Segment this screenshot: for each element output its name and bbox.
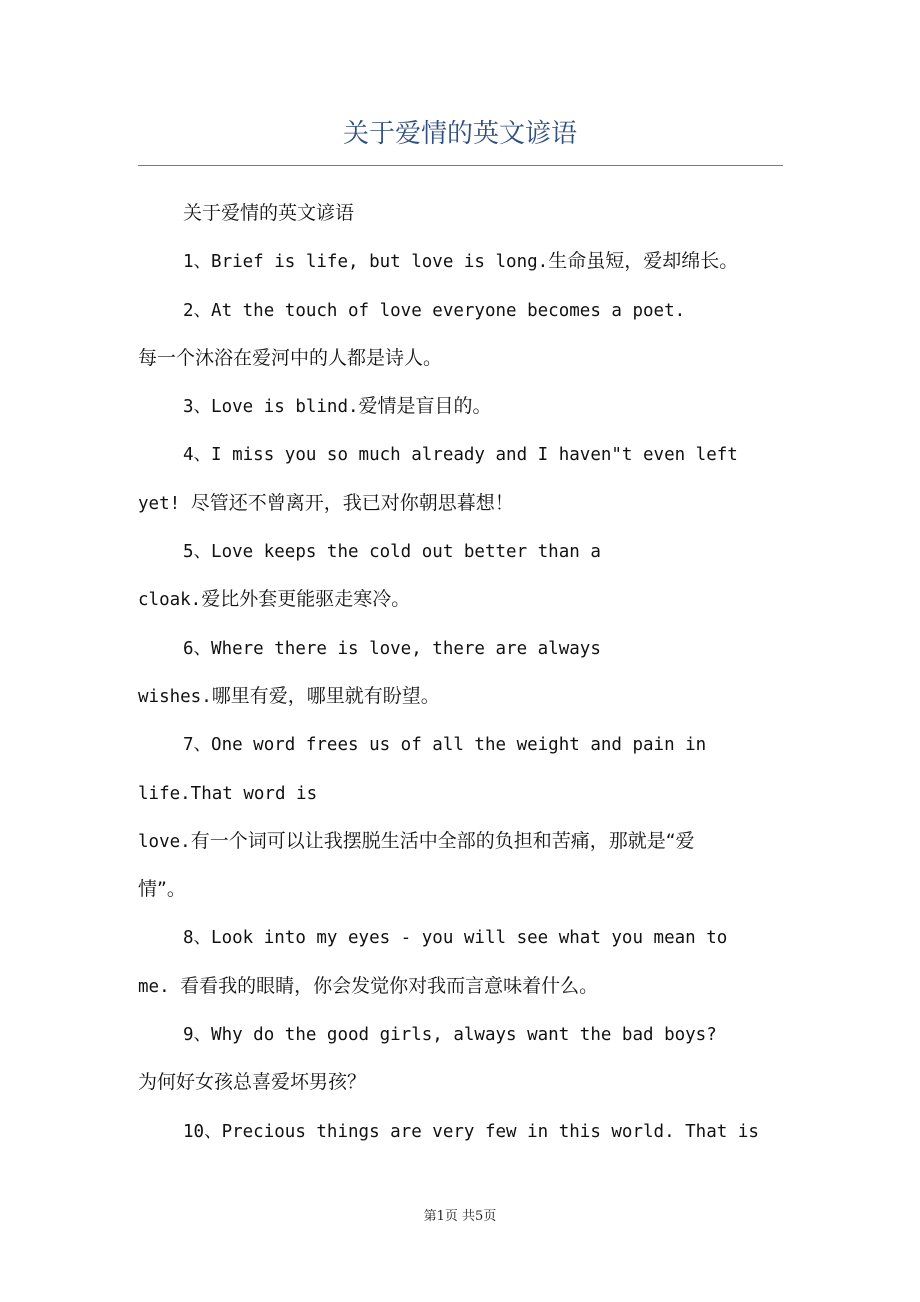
text-line	[138, 817, 788, 865]
chinese-text: 为何好女孩总喜爱坏男孩？	[138, 1071, 367, 1094]
english-text: 4、I miss you so much already and I haven"t even left	[183, 445, 738, 466]
english-text: 10、Precious things are very few in this world. That is	[183, 1121, 759, 1142]
english-text: love.	[138, 831, 191, 852]
document-title: 关于爱情的英文谚语	[342, 119, 577, 149]
english-text: 1、Brief is life, but love is long.	[183, 252, 549, 273]
text-line	[138, 962, 788, 1010]
chinese-text: 爱比外套更能驱走寒冷。	[201, 588, 411, 611]
text-line	[138, 720, 788, 768]
text-line	[138, 479, 788, 527]
english-text: life.That word is	[138, 783, 318, 804]
page-footer: 第1页 共5页	[423, 1209, 497, 1224]
english-text: 8、Look into my eyes - you will see what you mean to	[183, 928, 728, 949]
text-line	[138, 672, 788, 720]
text-line	[138, 1058, 788, 1106]
text-line	[138, 865, 788, 913]
english-text: 7、One word frees us of all the weight and pain in	[183, 735, 707, 756]
english-text: wishes.	[138, 686, 212, 707]
text-line	[138, 334, 788, 382]
text-line	[138, 769, 788, 817]
english-text: 6、Where there is love, there are always	[183, 638, 601, 659]
chinese-text: 爱情是盲目的。	[358, 395, 492, 418]
section-heading: 关于爱情的英文谚语	[183, 202, 355, 224]
chinese-text: 有一个词可以让我摆脱生活中全部的负担和苦痛，那就是“爱	[190, 829, 695, 852]
chinese-text: 情”。	[138, 878, 186, 901]
text-line	[138, 1107, 788, 1155]
english-text: 9、Why do the good girls, always want the bad boys?	[183, 1025, 717, 1046]
text-line	[138, 624, 788, 672]
text-line	[138, 286, 788, 334]
chinese-text: 哪里有爱，哪里就有盼望。	[211, 684, 440, 707]
text-line	[138, 382, 788, 430]
text-line	[138, 237, 788, 285]
document-body	[138, 189, 788, 1155]
text-line	[138, 430, 788, 478]
text-line	[138, 575, 788, 623]
chinese-text: 生命虽短，爱却绵长。	[548, 250, 739, 273]
english-text: 2、At the touch of love everyone becomes a poet.	[183, 300, 686, 321]
english-text: 3、Love is blind.	[183, 397, 359, 418]
text-line	[138, 1010, 788, 1058]
text-line	[138, 527, 788, 575]
english-text: cloak.	[138, 590, 202, 611]
chinese-text: 每一个沐浴在爱河中的人都是诗人。	[138, 346, 443, 369]
chinese-text: 看看我的眼睛，你会发觉你对我而言意味着什么。	[180, 974, 599, 997]
text-line	[138, 913, 788, 961]
proverb-list	[138, 237, 788, 1155]
english-text: 5、Love keeps the cold out better than a	[183, 542, 601, 563]
english-text: yet!	[138, 493, 191, 514]
chinese-text: 尽管还不曾离开，我已对你朝思暮想！	[190, 491, 514, 514]
title-divider	[138, 165, 783, 166]
english-text: me.	[138, 976, 181, 997]
